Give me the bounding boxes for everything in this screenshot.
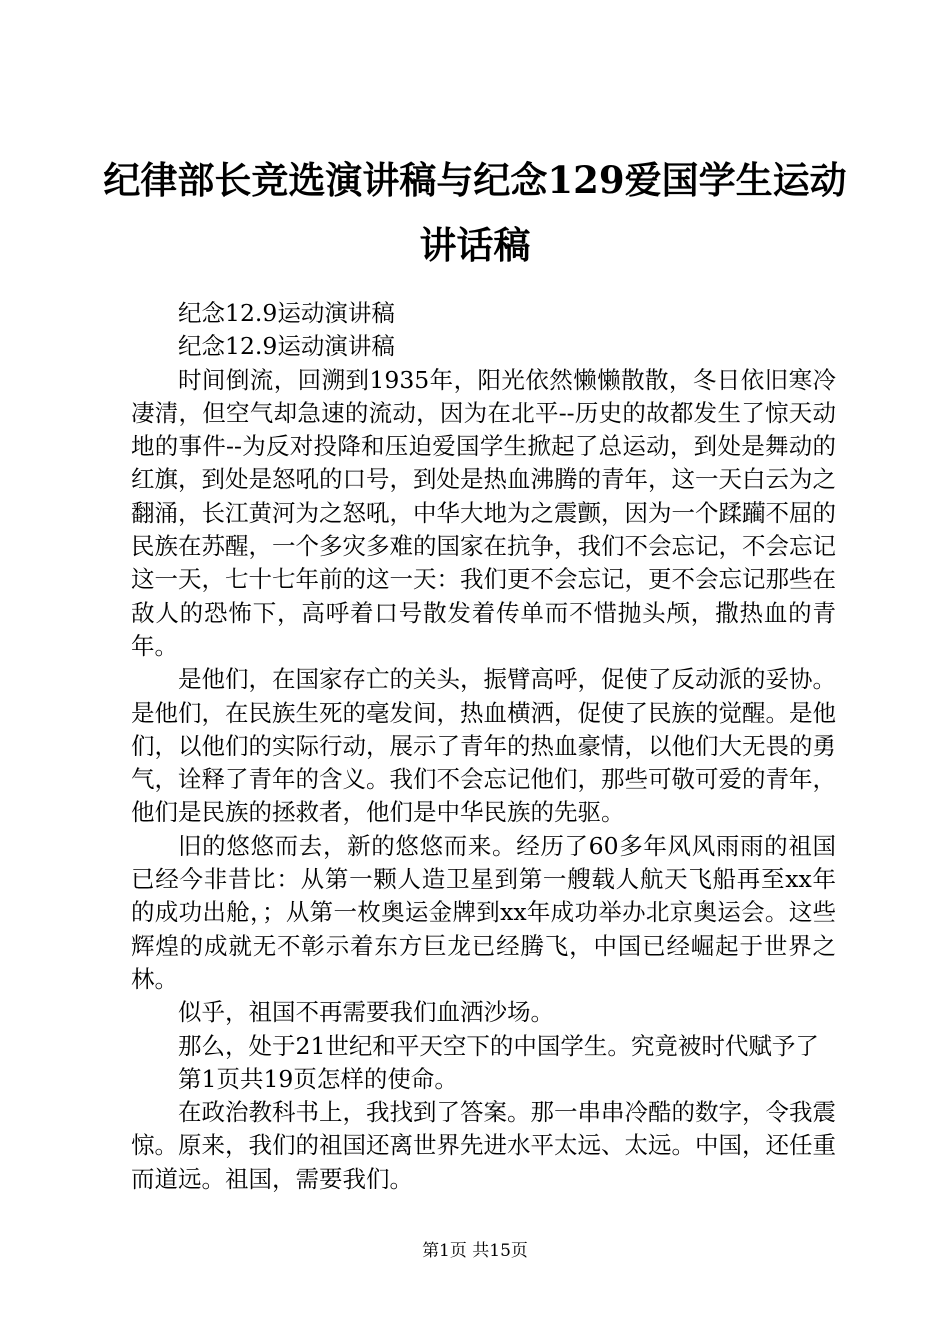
document-body — [131, 297, 836, 1196]
paragraph: 第1页共19页怎样的使命。 — [178, 1064, 458, 1093]
paragraph: 纪念12.9运动演讲稿 — [178, 299, 395, 327]
paragraph: 时间倒流，回溯到1935年，阳光依然懒懒散散，冬日依旧寒冷凄清，但空气却急速的流动，因为在北平--历史的故都发生了惊天动地的事件--为反对投降和压迫爱国学生掀起了总运动，到处是舞动的红旗，到处是怒吼的口号，到处是热血沸腾的青年，这一天白云为之翻涌，长江黄河为之怒吼，中华大地为之震颤，因为一个蹂躏不屈的民族在苏醒，一个多灾多难的国家在抗争，我们不会忘记，不会忘记这一天，七十七年前的这一天：我们更不会忘记，更不会忘记那些在敌人的恐怖下，高呼着口号散发着传单而不惜抛头颅，撒热血的青年。 — [131, 365, 836, 660]
paragraph: 似乎，祖国不再需要我们血洒沙场。 — [178, 998, 554, 1027]
paragraph: 是他们，在国家存亡的关头，振臂高呼，促使了反动派的妥协。是他们，在民族生死的毫发间，热血横洒，促使了民族的觉醒。是他们，以他们的实际行动，展示了青年的热血豪情，以他们大无畏的勇气，诠释了青年的含义。我们不会忘记他们，那些可敬可爱的青年，他们是民族的拯救者，他们是中华民族的先驱。 — [131, 665, 836, 827]
paragraph: 纪念12.9运动演讲稿 — [178, 332, 395, 361]
paragraph: 那么，处于21世纪和平天空下的中国学生。究竟被时代赋予了 — [178, 1031, 819, 1060]
paragraph: 在政治教科书上，我找到了答案。那一串串冷酷的数字，令我震惊。原来，我们的祖国还离世界先进水平太远、太远。中国，还任重而道远。祖国，需要我们。 — [131, 1098, 836, 1193]
document-title-line-2: 讲话稿 — [419, 223, 531, 267]
paragraph: 旧的悠悠而去，新的悠悠而来。经历了60多年风风雨雨的祖国已经今非昔比：从第一颗人造卫星到第一艘载人航天飞船再至xx年的成功出舱，；从第一枚奥运金牌到xx年成功举办北京奥运会。这些辉煌的成就无不彰示着东方巨龙已经腾飞，中国已经崛起于世界之林。 — [131, 831, 836, 993]
document-title-line-1: 纪律部长竞选演讲稿与纪念129爱国学生运动 — [103, 158, 847, 202]
page-footer: 第1页 共15页 — [422, 1241, 528, 1261]
